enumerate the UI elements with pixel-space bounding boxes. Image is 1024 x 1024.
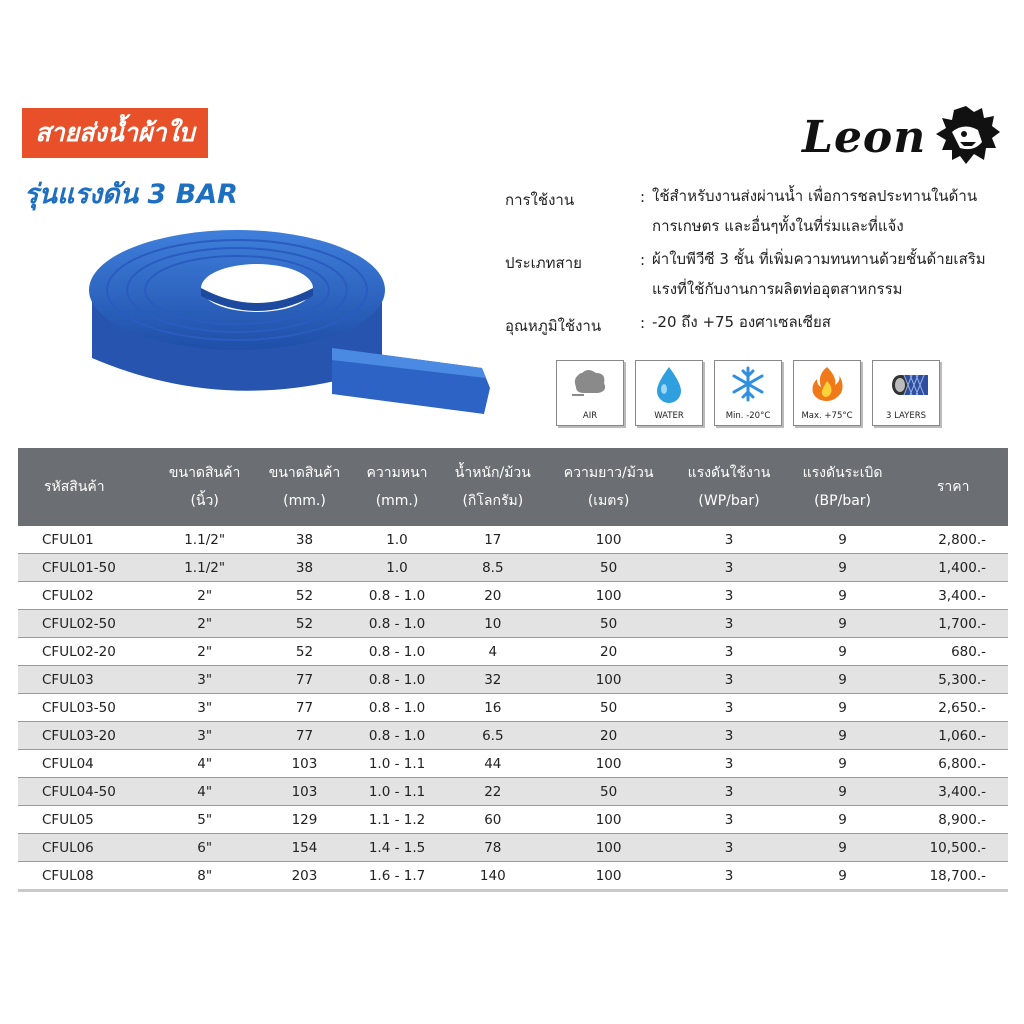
info-colon: : — [640, 314, 646, 332]
header-line: แรงดันระเบิด — [802, 465, 883, 481]
cell-size-mm: 154 — [255, 834, 355, 862]
cell-size-mm: 52 — [255, 638, 355, 666]
cell-burst-pressure: 9 — [787, 722, 899, 750]
cell-burst-pressure: 9 — [787, 526, 899, 554]
cell-price: 680.- — [898, 638, 1008, 666]
cell-size-mm: 103 — [255, 778, 355, 806]
cell-weight: 140 — [440, 862, 546, 891]
cell-burst-pressure: 9 — [787, 666, 899, 694]
info-colon: : — [640, 188, 646, 206]
cell-size-inch: 2" — [155, 582, 255, 610]
header-line: ขนาดสินค้า — [268, 465, 341, 481]
cell-burst-pressure: 9 — [787, 638, 899, 666]
feature-label: Max. +75°C — [801, 411, 853, 421]
header-weight — [440, 448, 546, 526]
header-code — [18, 448, 155, 526]
info-row — [505, 314, 1005, 338]
table-row — [18, 666, 1008, 694]
feature-min-temp — [714, 360, 782, 426]
table-header — [18, 448, 1008, 526]
cell-size-mm: 77 — [255, 722, 355, 750]
cell-working-pressure: 3 — [671, 666, 787, 694]
cell-length: 100 — [546, 862, 671, 891]
table-row — [18, 554, 1008, 582]
feature-label: WATER — [654, 411, 684, 421]
header-line: (เมตร) — [587, 493, 630, 509]
category-badge: สายส่งน้ำผ้าใบ — [22, 108, 208, 158]
cell-working-pressure: 3 — [671, 862, 787, 891]
cell-code: CFUL06 — [18, 834, 155, 862]
info-label: อุณหภูมิใช้งาน — [505, 317, 602, 335]
cell-burst-pressure: 9 — [787, 834, 899, 862]
cell-burst-pressure: 9 — [787, 610, 899, 638]
cell-weight: 4 — [440, 638, 546, 666]
cell-size-inch: 1.1/2" — [155, 526, 255, 554]
cell-size-inch: 1.1/2" — [155, 554, 255, 582]
cell-price: 1,700.- — [898, 610, 1008, 638]
header-line: รหัสสินค้า — [44, 479, 105, 495]
cell-size-inch: 4" — [155, 778, 255, 806]
cell-size-inch: 5" — [155, 806, 255, 834]
hose-image — [82, 218, 502, 428]
cell-length: 100 — [546, 582, 671, 610]
table-row — [18, 526, 1008, 554]
info-label: การใช้งาน — [505, 191, 575, 209]
cell-thickness: 0.8 - 1.0 — [354, 722, 439, 750]
cell-weight: 20 — [440, 582, 546, 610]
lion-head-icon — [930, 102, 1002, 168]
cell-working-pressure: 3 — [671, 638, 787, 666]
table-row — [18, 778, 1008, 806]
info-value: ผ้าใบพีวีซี 3 ชั้น ที่เพิ่มความทนทานด้วยชั้นด้ายเสริมแรงที่ใช้กับงานการผลิตท่ออุตสาหกรรม — [652, 250, 986, 298]
cell-size-inch: 3" — [155, 694, 255, 722]
cell-weight: 16 — [440, 694, 546, 722]
cell-working-pressure: 3 — [671, 750, 787, 778]
info-value: -20 ถึง +75 องศาเซลเซียส — [652, 313, 831, 331]
cell-thickness: 1.0 - 1.1 — [354, 778, 439, 806]
cell-working-pressure: 3 — [671, 722, 787, 750]
cell-working-pressure: 3 — [671, 834, 787, 862]
table-row — [18, 610, 1008, 638]
info-label: ประเภทสาย — [505, 254, 582, 272]
cell-code: CFUL02 — [18, 582, 155, 610]
cell-length: 20 — [546, 638, 671, 666]
brand-logo — [802, 106, 1002, 170]
table-row — [18, 694, 1008, 722]
cell-code: CFUL03-50 — [18, 694, 155, 722]
cell-size-mm: 52 — [255, 610, 355, 638]
cell-code: CFUL04-50 — [18, 778, 155, 806]
cell-working-pressure: 3 — [671, 610, 787, 638]
cell-thickness: 1.6 - 1.7 — [354, 862, 439, 891]
snowflake-icon — [728, 365, 768, 403]
cell-price: 1,060.- — [898, 722, 1008, 750]
cell-thickness: 1.0 — [354, 554, 439, 582]
cell-code: CFUL01 — [18, 526, 155, 554]
header-line: ราคา — [936, 479, 970, 495]
cell-price: 10,500.- — [898, 834, 1008, 862]
header-burst-pressure — [787, 448, 899, 526]
cell-size-inch: 3" — [155, 666, 255, 694]
cell-thickness: 1.4 - 1.5 — [354, 834, 439, 862]
cell-size-mm: 129 — [255, 806, 355, 834]
info-row — [505, 251, 1005, 304]
cell-size-inch: 2" — [155, 638, 255, 666]
header-line: (นิ้ว) — [190, 493, 219, 509]
cell-weight: 22 — [440, 778, 546, 806]
cell-price: 2,800.- — [898, 526, 1008, 554]
cell-size-inch: 2" — [155, 610, 255, 638]
cell-thickness: 0.8 - 1.0 — [354, 582, 439, 610]
feature-label: Min. -20°C — [725, 411, 771, 421]
table-row — [18, 582, 1008, 610]
cell-working-pressure: 3 — [671, 582, 787, 610]
cell-size-mm: 52 — [255, 582, 355, 610]
header-length — [546, 448, 671, 526]
flame-icon — [807, 365, 847, 403]
cell-weight: 60 — [440, 806, 546, 834]
header-size-mm — [255, 448, 355, 526]
cell-code: CFUL03-20 — [18, 722, 155, 750]
cell-length: 20 — [546, 722, 671, 750]
cell-code: CFUL02-20 — [18, 638, 155, 666]
cell-thickness: 0.8 - 1.0 — [354, 666, 439, 694]
header-thickness — [354, 448, 439, 526]
cell-working-pressure: 3 — [671, 694, 787, 722]
cell-burst-pressure: 9 — [787, 582, 899, 610]
feature-max-temp — [793, 360, 861, 426]
cell-code: CFUL03 — [18, 666, 155, 694]
cell-size-mm: 203 — [255, 862, 355, 891]
cell-weight: 17 — [440, 526, 546, 554]
cell-length: 50 — [546, 778, 671, 806]
feature-water — [635, 360, 703, 426]
cell-size-mm: 38 — [255, 554, 355, 582]
table-body — [18, 526, 1008, 891]
cell-length: 50 — [546, 554, 671, 582]
feature-icons — [556, 360, 940, 426]
cell-size-inch: 8" — [155, 862, 255, 891]
cell-burst-pressure: 9 — [787, 862, 899, 891]
cell-size-mm: 38 — [255, 526, 355, 554]
cell-thickness: 0.8 - 1.0 — [354, 638, 439, 666]
cell-burst-pressure: 9 — [787, 778, 899, 806]
cell-burst-pressure: 9 — [787, 694, 899, 722]
cell-burst-pressure: 9 — [787, 554, 899, 582]
header-line: (กิโลกรัม) — [462, 493, 524, 509]
table-row — [18, 750, 1008, 778]
info-row — [505, 188, 1005, 241]
cell-thickness: 1.0 - 1.1 — [354, 750, 439, 778]
feature-air — [556, 360, 624, 426]
header-line: ความหนา — [366, 465, 428, 481]
table-row — [18, 862, 1008, 891]
table-row — [18, 834, 1008, 862]
info-colon: : — [640, 251, 646, 269]
header-row — [18, 448, 1008, 526]
cell-size-mm: 77 — [255, 666, 355, 694]
header-line: (mm.) — [283, 493, 326, 509]
cell-code: CFUL01-50 — [18, 554, 155, 582]
header-line: (WP/bar) — [698, 493, 760, 509]
air-icon — [570, 365, 610, 401]
table-row — [18, 638, 1008, 666]
cell-price: 6,800.- — [898, 750, 1008, 778]
cell-length: 100 — [546, 834, 671, 862]
cell-size-inch: 6" — [155, 834, 255, 862]
info-value: ใช้สำหรับงานส่งผ่านน้ำ เพื่อการชลประทานในด้านการเกษตร และอื่นๆทั้งในที่ร่มและที่แจ้ง — [652, 187, 978, 235]
cell-working-pressure: 3 — [671, 554, 787, 582]
cell-weight: 32 — [440, 666, 546, 694]
cell-price: 18,700.- — [898, 862, 1008, 891]
cell-working-pressure: 3 — [671, 806, 787, 834]
cell-code: CFUL02-50 — [18, 610, 155, 638]
cell-size-mm: 103 — [255, 750, 355, 778]
cell-price: 1,400.- — [898, 554, 1008, 582]
cell-thickness: 0.8 - 1.0 — [354, 694, 439, 722]
brand-name: Leon — [802, 112, 927, 163]
table-row — [18, 722, 1008, 750]
layers-icon — [886, 365, 930, 403]
header-line: น้ำหนัก/ม้วน — [454, 465, 531, 481]
cell-price: 5,300.- — [898, 666, 1008, 694]
cell-thickness: 1.1 - 1.2 — [354, 806, 439, 834]
header-line: (BP/bar) — [814, 493, 872, 509]
cell-code: CFUL05 — [18, 806, 155, 834]
water-drop-icon — [649, 365, 689, 403]
header-price — [898, 448, 1008, 526]
cell-working-pressure: 3 — [671, 778, 787, 806]
cell-weight: 6.5 — [440, 722, 546, 750]
cell-length: 100 — [546, 526, 671, 554]
cell-weight: 10 — [440, 610, 546, 638]
cell-burst-pressure: 9 — [787, 806, 899, 834]
cell-size-inch: 4" — [155, 750, 255, 778]
feature-label: AIR — [582, 411, 598, 421]
cell-price: 3,400.- — [898, 582, 1008, 610]
cell-price: 8,900.- — [898, 806, 1008, 834]
cell-thickness: 1.0 — [354, 526, 439, 554]
product-info — [505, 188, 1005, 348]
feature-layers — [872, 360, 940, 426]
cell-thickness: 0.8 - 1.0 — [354, 610, 439, 638]
cell-code: CFUL08 — [18, 862, 155, 891]
feature-label: 3 LAYERS — [885, 411, 927, 421]
table-row — [18, 806, 1008, 834]
cell-burst-pressure: 9 — [787, 750, 899, 778]
header-line: แรงดันใช้งาน — [687, 465, 771, 481]
cell-size-mm: 77 — [255, 694, 355, 722]
header-working-pressure — [671, 448, 787, 526]
cell-length: 50 — [546, 610, 671, 638]
cell-code: CFUL04 — [18, 750, 155, 778]
cell-weight: 44 — [440, 750, 546, 778]
cell-weight: 8.5 — [440, 554, 546, 582]
cell-weight: 78 — [440, 834, 546, 862]
header-line: ความยาว/ม้วน — [563, 465, 654, 481]
spec-table — [18, 448, 1008, 892]
cell-price: 3,400.- — [898, 778, 1008, 806]
cell-length: 100 — [546, 666, 671, 694]
cell-price: 2,650.- — [898, 694, 1008, 722]
header-size-inch — [155, 448, 255, 526]
cell-length: 50 — [546, 694, 671, 722]
cell-working-pressure: 3 — [671, 526, 787, 554]
model-title: รุ่นแรงดัน 3 BAR — [24, 179, 238, 210]
cell-size-inch: 3" — [155, 722, 255, 750]
header-line: ขนาดสินค้า — [168, 465, 241, 481]
cell-length: 100 — [546, 750, 671, 778]
cell-length: 100 — [546, 806, 671, 834]
header-line: (mm.) — [375, 493, 419, 509]
